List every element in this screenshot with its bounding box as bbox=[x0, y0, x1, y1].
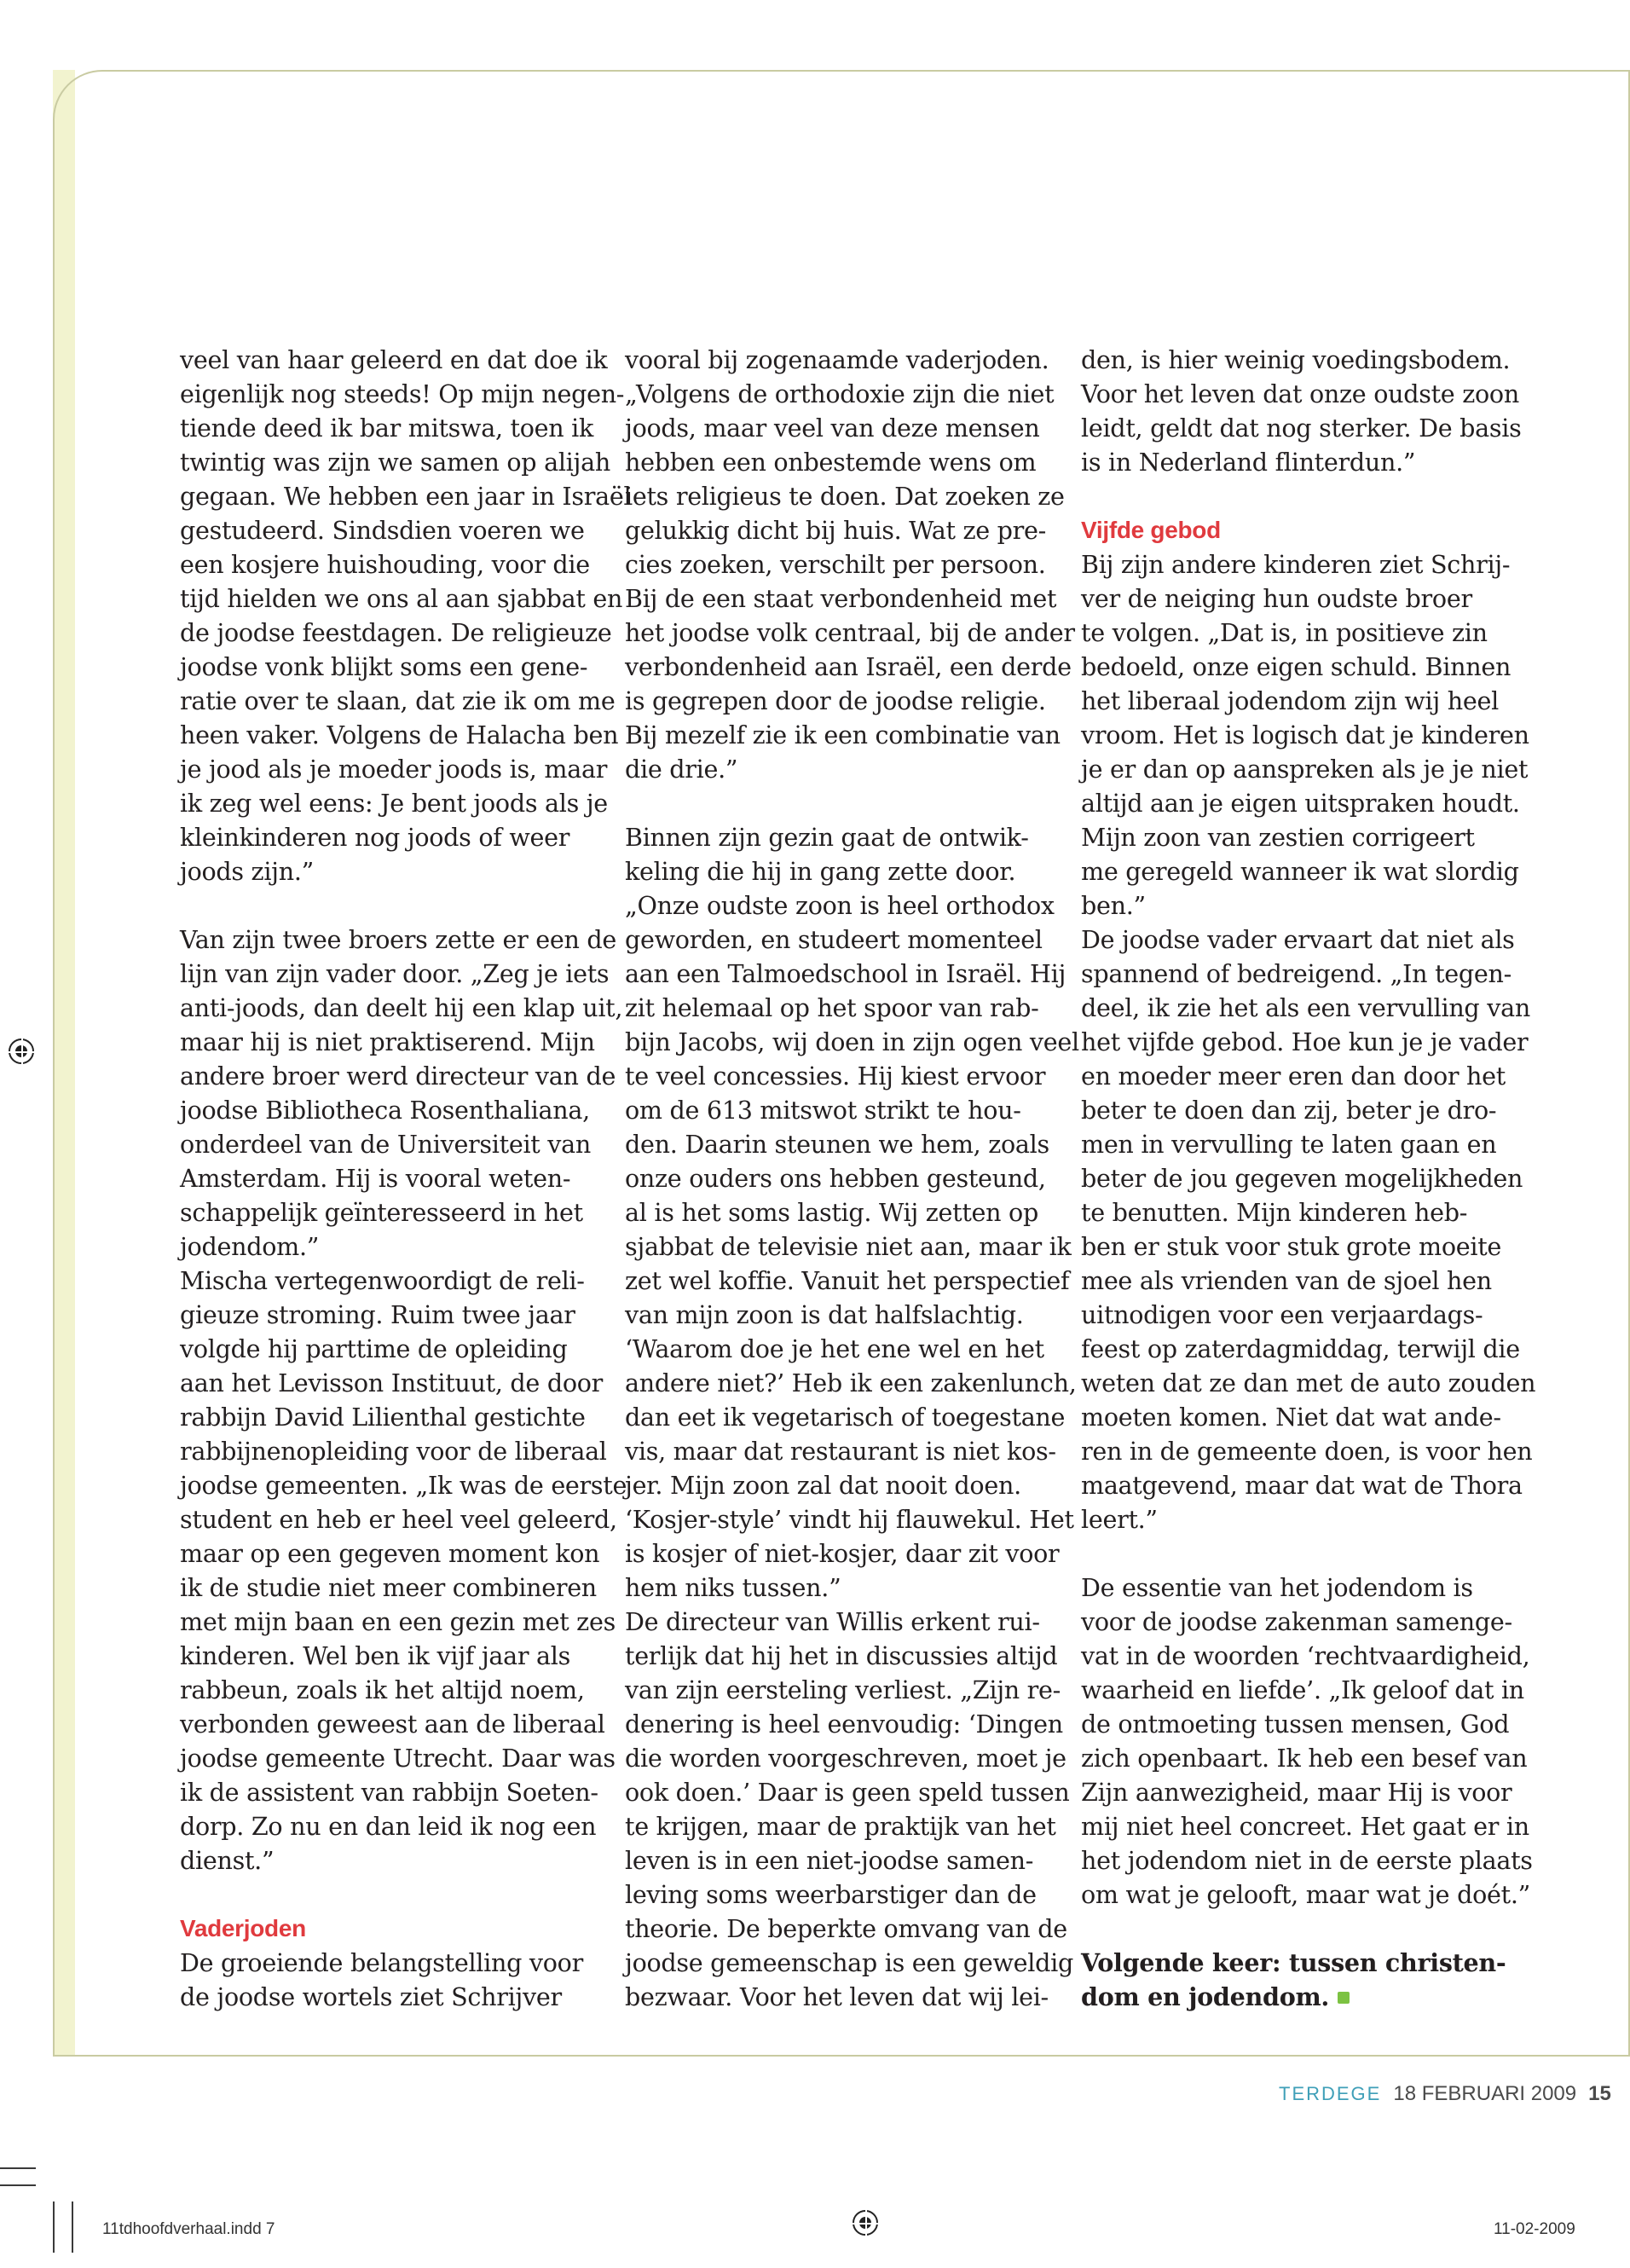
indesign-slug-file: 11tdhoofdverhaal.indd 7 bbox=[102, 2220, 275, 2238]
registration-mark-icon bbox=[853, 2210, 878, 2236]
text-line: het joodse volk centraal, bij de ander bbox=[625, 618, 1075, 647]
text-line: te krijgen, maar de praktijk van het bbox=[625, 1812, 1056, 1841]
text-line: denering is heel eenvoudig: ‘Dingen bbox=[625, 1710, 1063, 1739]
text-line: veel van haar geleerd en dat doe ik bbox=[180, 345, 608, 374]
text-line: aan het Levisson Instituut, de door bbox=[180, 1368, 604, 1397]
column-1-text-after-heading bbox=[180, 1946, 606, 2014]
text-line: ver de neiging hun oudste broer bbox=[1081, 584, 1472, 613]
text-line: jodendom.” bbox=[180, 1232, 320, 1261]
text-line: feest op zaterdagmiddag, terwijl die bbox=[1081, 1334, 1520, 1363]
text-line: iets religieus te doen. Dat zoeken ze bbox=[625, 482, 1065, 511]
text-line: altijd aan je eigen uitspraken houdt. bbox=[1081, 789, 1520, 818]
text-line: bezwaar. Voor het leven dat wij lei- bbox=[625, 1982, 1049, 2011]
column-1-text bbox=[180, 343, 632, 1912]
text-line: De joodse vader ervaart dat niet als bbox=[1081, 925, 1515, 954]
text-line: theorie. De beperkte omvang van de bbox=[625, 1914, 1067, 1943]
text-line: zit helemaal op het spoor van rab- bbox=[625, 993, 1039, 1022]
text-line: leven is in een niet-joodse samen- bbox=[625, 1846, 1034, 1875]
text-line: hebben een onbestemde wens om bbox=[625, 448, 1037, 477]
text-line: maar hij is niet praktiserend. Mijn bbox=[180, 1027, 595, 1056]
text-line: ratie over te slaan, dat zie ik om me bbox=[180, 686, 616, 715]
text-line: van zijn eersteling verliest. „Zijn re- bbox=[625, 1675, 1061, 1704]
text-line: dienst.” bbox=[180, 1846, 275, 1875]
text-line: joodse gemeenschap is een geweldig bbox=[625, 1948, 1074, 1977]
text-line: Mischa vertegenwoordigt de reli- bbox=[180, 1266, 585, 1295]
text-line: vis, maar dat restaurant is niet kos- bbox=[625, 1437, 1056, 1466]
text-line: hem niks tussen.” bbox=[625, 1573, 841, 1602]
text-line: je er dan op aanspreken als je je niet bbox=[1081, 755, 1529, 784]
text-line: kinderen. Wel ben ik vijf jaar als bbox=[180, 1641, 571, 1670]
text-line: eigenlijk nog steeds! Op mijn negen- bbox=[180, 379, 625, 408]
paragraph-gap bbox=[1081, 1536, 1507, 1571]
text-line: me geregeld wanneer ik wat slordig bbox=[1081, 857, 1519, 886]
text-line: te veel concessies. Hij kiest ervoor bbox=[625, 1062, 1046, 1091]
text-line: mij niet heel concreet. Het gaat er in bbox=[1081, 1812, 1529, 1841]
text-line: zich openbaart. Ik heb een besef van bbox=[1081, 1744, 1528, 1773]
column-2-text bbox=[625, 343, 1079, 2014]
text-line: gieuze stroming. Ruim twee jaar bbox=[180, 1300, 575, 1329]
section-heading-vijfde-gebod: Vijfde gebod bbox=[1081, 517, 1221, 543]
text-line: rabbijnenopleiding voor de liberaal bbox=[180, 1437, 607, 1466]
issue-date: 18 FEBRUARI 2009 bbox=[1393, 2082, 1577, 2105]
text-line: van mijn zoon is dat halfslachtig. bbox=[625, 1300, 1024, 1329]
text-line: verbonden geweest aan de liberaal bbox=[180, 1710, 605, 1739]
article-column-2 bbox=[625, 343, 1079, 2014]
text-line: geworden, en studeert momenteel bbox=[625, 925, 1043, 954]
text-line: twintig was zijn we samen op alijah bbox=[180, 448, 610, 477]
text-line: voor de joodse zakenman samenge- bbox=[1081, 1607, 1512, 1636]
text-line: volgde hij parttime de opleiding bbox=[180, 1334, 568, 1363]
text-line: aan een Talmoedschool in Israël. Hij bbox=[625, 959, 1066, 988]
text-line: die drie.” bbox=[625, 755, 738, 784]
text-line: rabbeun, zoals ik het altijd noem, bbox=[180, 1675, 585, 1704]
text-line: gestudeerd. Sindsdien voeren we bbox=[180, 516, 585, 545]
text-line: beter te doen dan zij, beter je dro- bbox=[1081, 1096, 1497, 1125]
column-3-text-before-heading bbox=[1081, 343, 1522, 513]
article-column-3 bbox=[1081, 343, 1536, 2014]
text-line: maar op een gegeven moment kon bbox=[180, 1539, 600, 1568]
article-column-1 bbox=[180, 343, 632, 2014]
text-line: andere niet?’ Heb ik een zakenlunch, bbox=[625, 1368, 1077, 1397]
text-line: andere broer werd directeur van de bbox=[180, 1062, 616, 1091]
text-line: heen vaker. Volgens de Halacha ben bbox=[180, 720, 619, 749]
text-line: de joodse wortels ziet Schrijver bbox=[180, 1982, 562, 2011]
crop-mark bbox=[53, 2201, 55, 2253]
paragraph-gap bbox=[1081, 479, 1507, 513]
text-line: dan eet ik vegetarisch of toegestane bbox=[625, 1403, 1066, 1432]
registration-mark-icon bbox=[9, 1039, 34, 1064]
text-line: onze ouders ons hebben gesteund, bbox=[625, 1164, 1046, 1193]
text-line: joodse gemeenten. „Ik was de eerste bbox=[180, 1471, 627, 1500]
text-line: ik de studie niet meer combineren bbox=[180, 1573, 597, 1602]
text-line: „Volgens de orthodoxie zijn die niet bbox=[625, 379, 1055, 408]
text-line: Bij de een staat verbondenheid met bbox=[625, 584, 1057, 613]
text-line: De groeiende belangstelling voor bbox=[180, 1948, 583, 1977]
closing-teaser-line-1: Volgende keer: tussen christen- bbox=[1081, 1948, 1506, 1977]
end-of-article-icon bbox=[1338, 1992, 1350, 2004]
paragraph-gap bbox=[1081, 1912, 1507, 1946]
text-line: weten dat ze dan met de auto zouden bbox=[1081, 1368, 1536, 1397]
text-line: De essentie van het jodendom is bbox=[1081, 1573, 1473, 1602]
text-line: zet wel koffie. Vanuit het perspectief bbox=[625, 1266, 1070, 1295]
text-line: verbondenheid aan Israël, een derde bbox=[625, 652, 1072, 681]
text-line: vat in de woorden ‘rechtvaardigheid, bbox=[1081, 1641, 1530, 1670]
text-line: dorp. Zo nu en dan leid ik nog een bbox=[180, 1812, 597, 1841]
text-line: terlijk dat hij het in discussies altijd bbox=[625, 1641, 1058, 1670]
text-line: ik zeg wel eens: Je bent joods als je bbox=[180, 789, 608, 818]
crop-mark bbox=[0, 2167, 36, 2169]
text-line: „Onze oudste zoon is heel orthodox bbox=[625, 891, 1055, 920]
text-line: Binnen zijn gezin gaat de ontwik- bbox=[625, 823, 1029, 852]
page-folio bbox=[1279, 2082, 1611, 2106]
text-line: ben.” bbox=[1081, 891, 1146, 920]
text-line: mee als vrienden van de sjoel hen bbox=[1081, 1266, 1492, 1295]
text-line: is kosjer of niet-kosjer, daar zit voor bbox=[625, 1539, 1060, 1568]
text-line: ben er stuk voor stuk grote moeite bbox=[1081, 1232, 1502, 1261]
text-line: leert.” bbox=[1081, 1505, 1158, 1534]
text-line: Voor het leven dat onze oudste zoon bbox=[1081, 379, 1519, 408]
text-line: waarheid en liefde’. „Ik geloof dat in bbox=[1081, 1675, 1524, 1704]
text-line: tijd hielden we ons al aan sjabbat en bbox=[180, 584, 623, 613]
text-line: kleinkinderen nog joods of weer bbox=[180, 823, 570, 852]
indesign-slug-date: 11-02-2009 bbox=[1494, 2220, 1575, 2238]
paragraph-gap bbox=[625, 786, 1060, 820]
text-line: joods, maar veel van deze mensen bbox=[625, 414, 1040, 443]
closing-teaser-text: dom en jodendom. bbox=[1081, 1982, 1330, 2011]
text-line: jer. Mijn zoon zal dat nooit doen. bbox=[625, 1471, 1021, 1500]
crop-mark bbox=[0, 2184, 36, 2186]
text-line: is in Nederland flinterdun.” bbox=[1081, 448, 1416, 477]
text-line: vooral bij zogenaamde vaderjoden. bbox=[625, 345, 1049, 374]
text-line: ook doen.’ Daar is geen speld tussen bbox=[625, 1778, 1070, 1807]
text-line: student en heb er heel veel geleerd, bbox=[180, 1505, 617, 1534]
text-line: maatgevend, maar dat wat de Thora bbox=[1081, 1471, 1523, 1500]
text-line: Bij mezelf zie ik een combinatie van bbox=[625, 720, 1061, 749]
crop-mark bbox=[72, 2201, 73, 2253]
text-line: den. Daarin steunen we hem, zoals bbox=[625, 1130, 1049, 1159]
text-line: uitnodigen voor een verjaardags- bbox=[1081, 1300, 1483, 1329]
text-line: keling die hij in gang zette door. bbox=[625, 857, 1016, 886]
text-line: gelukkig dicht bij huis. Wat ze pre- bbox=[625, 516, 1047, 545]
text-line: en moeder meer eren dan door het bbox=[1081, 1062, 1506, 1091]
text-line: de ontmoeting tussen mensen, God bbox=[1081, 1710, 1510, 1739]
text-line: spannend of bedreigend. „In tegen- bbox=[1081, 959, 1512, 988]
text-line: deel, ik zie het als een vervulling van bbox=[1081, 993, 1530, 1022]
text-line: Amsterdam. Hij is vooral weten- bbox=[180, 1164, 571, 1193]
text-line: joods zijn.” bbox=[180, 857, 314, 886]
text-line: joodse Bibliotheca Rosenthaliana, bbox=[180, 1096, 590, 1125]
text-line: om wat je gelooft, maar wat je doét.” bbox=[1081, 1880, 1530, 1909]
text-line: joodse gemeente Utrecht. Daar was bbox=[180, 1744, 616, 1773]
text-line: Bij zijn andere kinderen ziet Schrij- bbox=[1081, 550, 1511, 579]
text-line: die worden voorgeschreven, moet je bbox=[625, 1744, 1066, 1773]
text-line: cies zoeken, verschilt per persoon. bbox=[625, 550, 1046, 579]
text-line: rabbijn David Lilienthal gestichte bbox=[180, 1403, 586, 1432]
text-line: Mijn zoon van zestien corrigeert bbox=[1081, 823, 1475, 852]
text-line: het jodendom niet in de eerste plaats bbox=[1081, 1846, 1533, 1875]
text-line: bijn Jacobs, wij doen in zijn ogen veel bbox=[625, 1027, 1079, 1056]
text-line: De directeur van Willis erkent rui- bbox=[625, 1607, 1040, 1636]
text-line: onderdeel van de Universiteit van bbox=[180, 1130, 592, 1159]
text-line: sjabbat de televisie niet aan, maar ik bbox=[625, 1232, 1072, 1261]
section-heading-vaderjoden: Vaderjoden bbox=[180, 1915, 306, 1941]
text-line: beter de jou gegeven mogelijkheden bbox=[1081, 1164, 1523, 1193]
paragraph-gap bbox=[180, 888, 606, 923]
text-line: bedoeld, onze eigen schuld. Binnen bbox=[1081, 652, 1512, 681]
text-line: te benutten. Mijn kinderen heb- bbox=[1081, 1198, 1468, 1227]
text-line: men in vervulling te laten gaan en bbox=[1081, 1130, 1497, 1159]
column-3-text-after-heading bbox=[1081, 547, 1536, 1946]
text-line: anti-joods, dan deelt hij een klap uit, bbox=[180, 993, 623, 1022]
text-line: ik de assistent van rabbijn Soeten- bbox=[180, 1778, 598, 1807]
text-line: je jood als je moeder joods is, maar bbox=[180, 755, 608, 784]
text-line: Van zijn twee broers zette er een de bbox=[180, 925, 617, 954]
text-line: ‘Waarom doe je het ene wel en het bbox=[625, 1334, 1044, 1363]
page-number: 15 bbox=[1588, 2082, 1611, 2105]
text-line: leving soms weerbarstiger dan de bbox=[625, 1880, 1037, 1909]
closing-teaser-line-2 bbox=[1081, 1980, 1507, 2014]
text-line: schappelijk geïnteresseerd in het bbox=[180, 1198, 583, 1227]
text-line: leidt, geldt dat nog sterker. De basis bbox=[1081, 414, 1522, 443]
paragraph-gap bbox=[180, 1877, 606, 1912]
text-line: de joodse feestdagen. De religieuze bbox=[180, 618, 612, 647]
text-line: lijn van zijn vader door. „Zeg je iets bbox=[180, 959, 610, 988]
text-line: gegaan. We hebben een jaar in Israël bbox=[180, 482, 632, 511]
text-line: ren in de gemeente doen, is voor hen bbox=[1081, 1437, 1533, 1466]
text-line: den, is hier weinig voedingsbodem. bbox=[1081, 345, 1511, 374]
text-line: te volgen. „Dat is, in positieve zin bbox=[1081, 618, 1488, 647]
text-line: ‘Kosjer-style’ vindt hij flauwekul. Het bbox=[625, 1505, 1074, 1534]
text-line: met mijn baan en een gezin met zes bbox=[180, 1607, 616, 1636]
text-line: om de 613 mitswot strikt te hou- bbox=[625, 1096, 1021, 1125]
text-line: het vijfde gebod. Hoe kun je je vader bbox=[1081, 1027, 1529, 1056]
text-line: tiende deed ik bar mitswa, toen ik bbox=[180, 414, 594, 443]
text-line: al is het soms lastig. Wij zetten op bbox=[625, 1198, 1038, 1227]
text-line: het liberaal jodendom zijn wij heel bbox=[1081, 686, 1499, 715]
magazine-name: TERDEGE bbox=[1279, 2083, 1382, 2104]
text-line: Zijn aanwezigheid, maar Hij is voor bbox=[1081, 1778, 1512, 1807]
text-line: vroom. Het is logisch dat je kinderen bbox=[1081, 720, 1529, 749]
text-line: is gegrepen door de joodse religie. bbox=[625, 686, 1046, 715]
text-line: moeten komen. Niet dat wat ande- bbox=[1081, 1403, 1501, 1432]
text-line: joodse vonk blijkt soms een gene- bbox=[180, 652, 588, 681]
text-line: een kosjere huishouding, voor die bbox=[180, 550, 590, 579]
